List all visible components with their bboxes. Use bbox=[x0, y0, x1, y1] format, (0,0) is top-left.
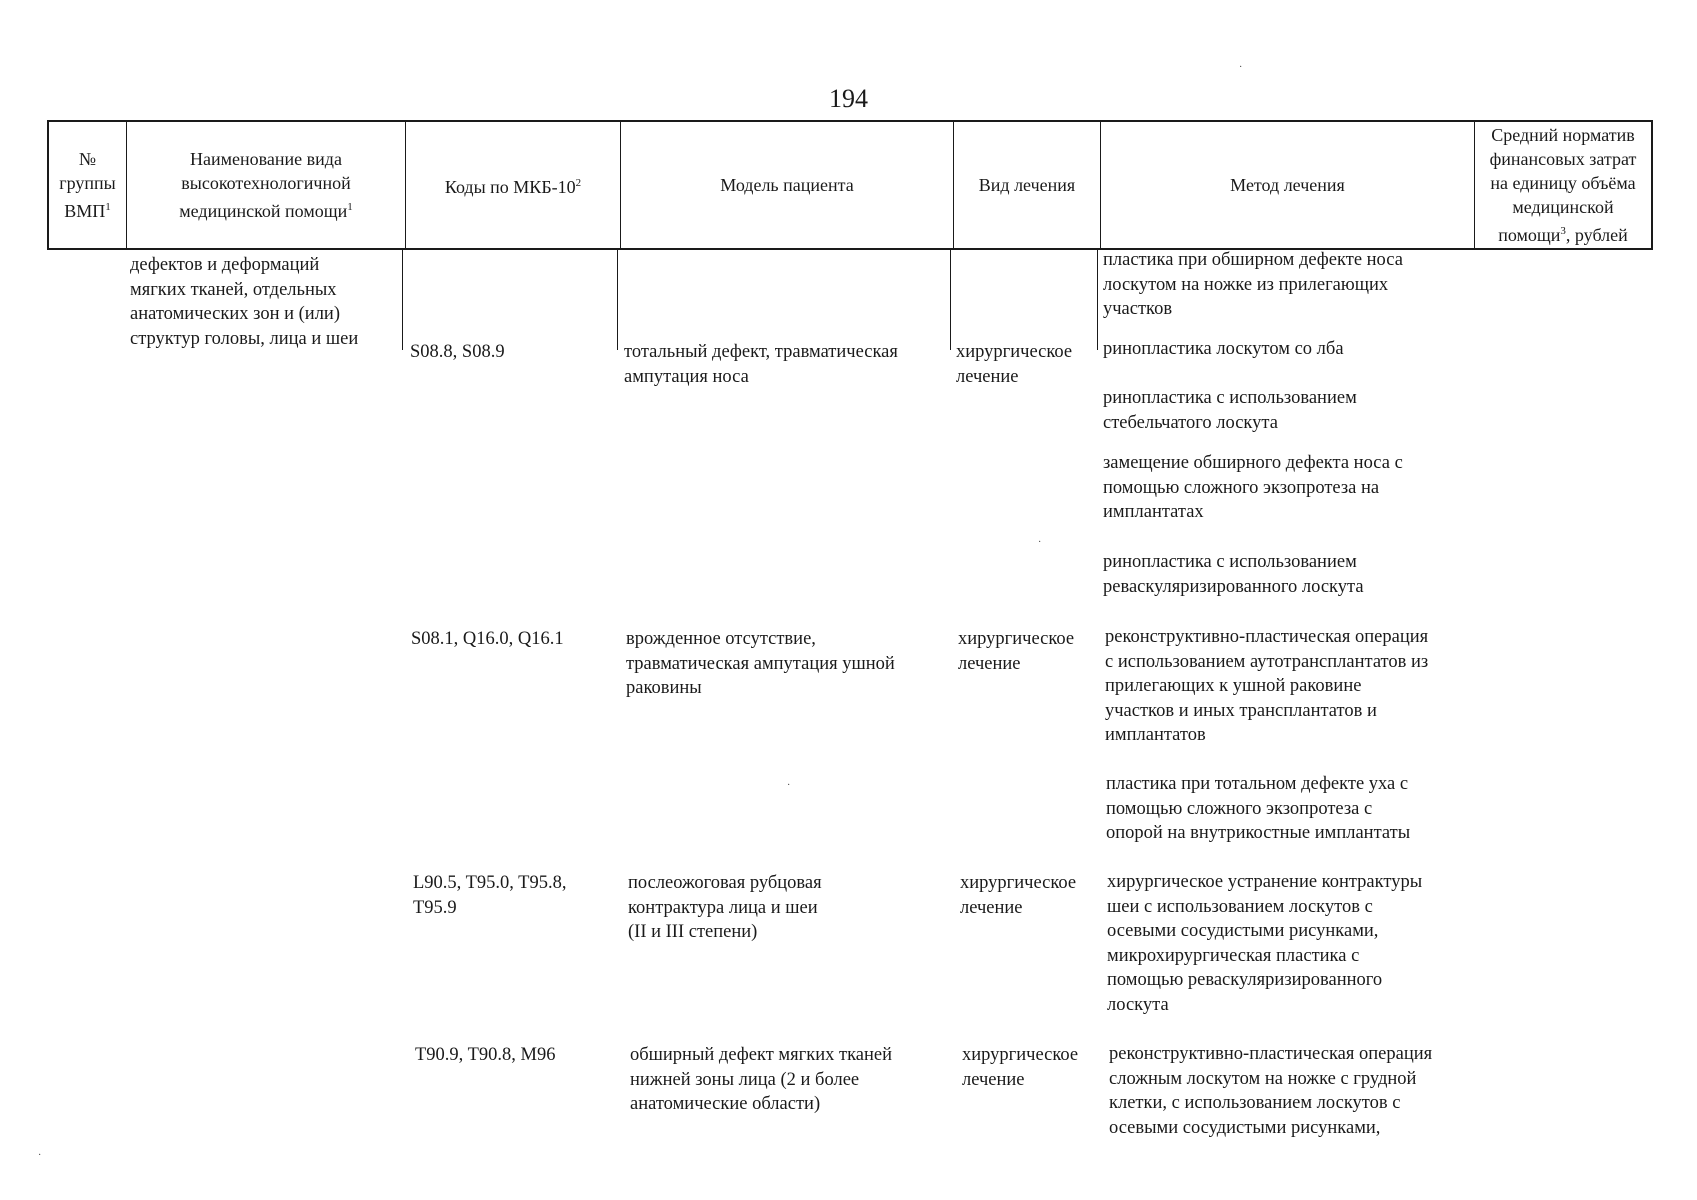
treatment-type: хирургическое лечение bbox=[958, 629, 1075, 674]
header-treatment-type-label: Вид лечения bbox=[978, 175, 1076, 195]
footnote-mark: 3 bbox=[1560, 225, 1566, 237]
header-treatment-type bbox=[954, 122, 1101, 248]
scan-speck: · bbox=[787, 780, 791, 791]
page-number: 194 bbox=[829, 84, 868, 113]
scan-speck: · bbox=[1038, 537, 1042, 548]
icd-codes: S08.1, Q16.0, Q16.1 bbox=[411, 629, 564, 649]
patient-model: обширный дефект мягких тканей нижней зоны лица (2 и более анатомические области) bbox=[630, 1045, 892, 1114]
treatment-type: хирургическое лечение bbox=[956, 342, 1073, 387]
treatment-type: хирургическое лечение bbox=[960, 873, 1077, 918]
method-text: хирургическое устранение контрактуры шеи с использованием лоскутов с осевыми сосудистыми рисунками, микрохирургическая пластика с помощью реваскуляризированного лоскута bbox=[1107, 872, 1423, 1015]
column-divider bbox=[1097, 250, 1098, 350]
method-text: пластика при тотальном дефекте уха с помощью сложного экзопротеза с опорой на внутрикостные имплантаты bbox=[1106, 774, 1411, 843]
method-text: замещение обширного дефекта носа с помощью сложного экзопротеза на имплантатах bbox=[1103, 453, 1403, 522]
footnote-mark: 1 bbox=[105, 201, 111, 213]
method-text: ринопластика лоскутом со лба bbox=[1103, 339, 1344, 359]
patient-model: врожденное отсутствие, травматическая ампутация ушной раковины bbox=[626, 629, 895, 698]
scan-speck: · bbox=[1239, 62, 1243, 73]
header-patient-model bbox=[621, 122, 954, 248]
method-text: ринопластика с использованием реваскуляризированного лоскута bbox=[1103, 552, 1364, 597]
care-type-name-continued: дефектов и деформаций мягких тканей, отдельных анатомических зон и (или) структур головы, лица и шеи bbox=[130, 255, 359, 349]
header-average-cost bbox=[1475, 122, 1651, 248]
header-icd-codes-label: Коды по МКБ-10 bbox=[444, 177, 576, 197]
icd-codes: S08.8, S08.9 bbox=[410, 342, 505, 362]
method-text: ринопластика с использованием стебельчатого лоскута bbox=[1103, 388, 1357, 433]
column-divider bbox=[950, 250, 951, 350]
footnote-mark: 1 bbox=[347, 201, 353, 213]
patient-model: тотальный дефект, травматическая ампутация носа bbox=[624, 342, 898, 387]
scan-speck: · bbox=[38, 1150, 42, 1161]
column-divider bbox=[617, 250, 618, 350]
column-divider bbox=[402, 250, 403, 350]
icd-codes: T90.9, T90.8, M96 bbox=[415, 1045, 556, 1065]
table-header bbox=[47, 120, 1653, 250]
header-care-type-name bbox=[127, 122, 406, 248]
method-text: реконструктивно-пластическая операция с использованием аутотрансплантатов из прилегающих к ушной раковине участков и иных трансплантатов и имплантатов bbox=[1105, 627, 1429, 745]
header-patient-model-label: Модель пациента bbox=[720, 175, 854, 195]
header-average-cost-label: Средний норматив финансовых затрат на единицу объёма медицинской помощи bbox=[1489, 125, 1637, 245]
treatment-type: хирургическое лечение bbox=[962, 1045, 1079, 1090]
header-treatment-method-label: Метод лечения bbox=[1230, 175, 1345, 195]
header-care-type-name-label: Наименование вида высокотехнологичной медицинской помощи bbox=[179, 149, 351, 221]
header-group-number-label: № группы ВМП bbox=[59, 149, 116, 221]
icd-codes: L90.5, T95.0, T95.8, T95.9 bbox=[413, 873, 567, 918]
method-text: пластика при обширном дефекте носа лоскутом на ножке из прилегающих участков bbox=[1103, 250, 1403, 319]
header-average-cost-tail: , рублей bbox=[1565, 225, 1628, 245]
patient-model: послеожоговая рубцовая контрактура лица и шеи (II и III степени) bbox=[628, 873, 822, 942]
header-group-number bbox=[49, 122, 127, 248]
method-text: реконструктивно-пластическая операция сложным лоскутом на ножке с грудной клетки, с использованием лоскутов с осевыми сосудистыми рисунками, bbox=[1109, 1044, 1433, 1138]
header-treatment-method bbox=[1101, 122, 1475, 248]
header-icd-codes bbox=[406, 122, 621, 248]
footnote-mark: 2 bbox=[575, 177, 582, 189]
